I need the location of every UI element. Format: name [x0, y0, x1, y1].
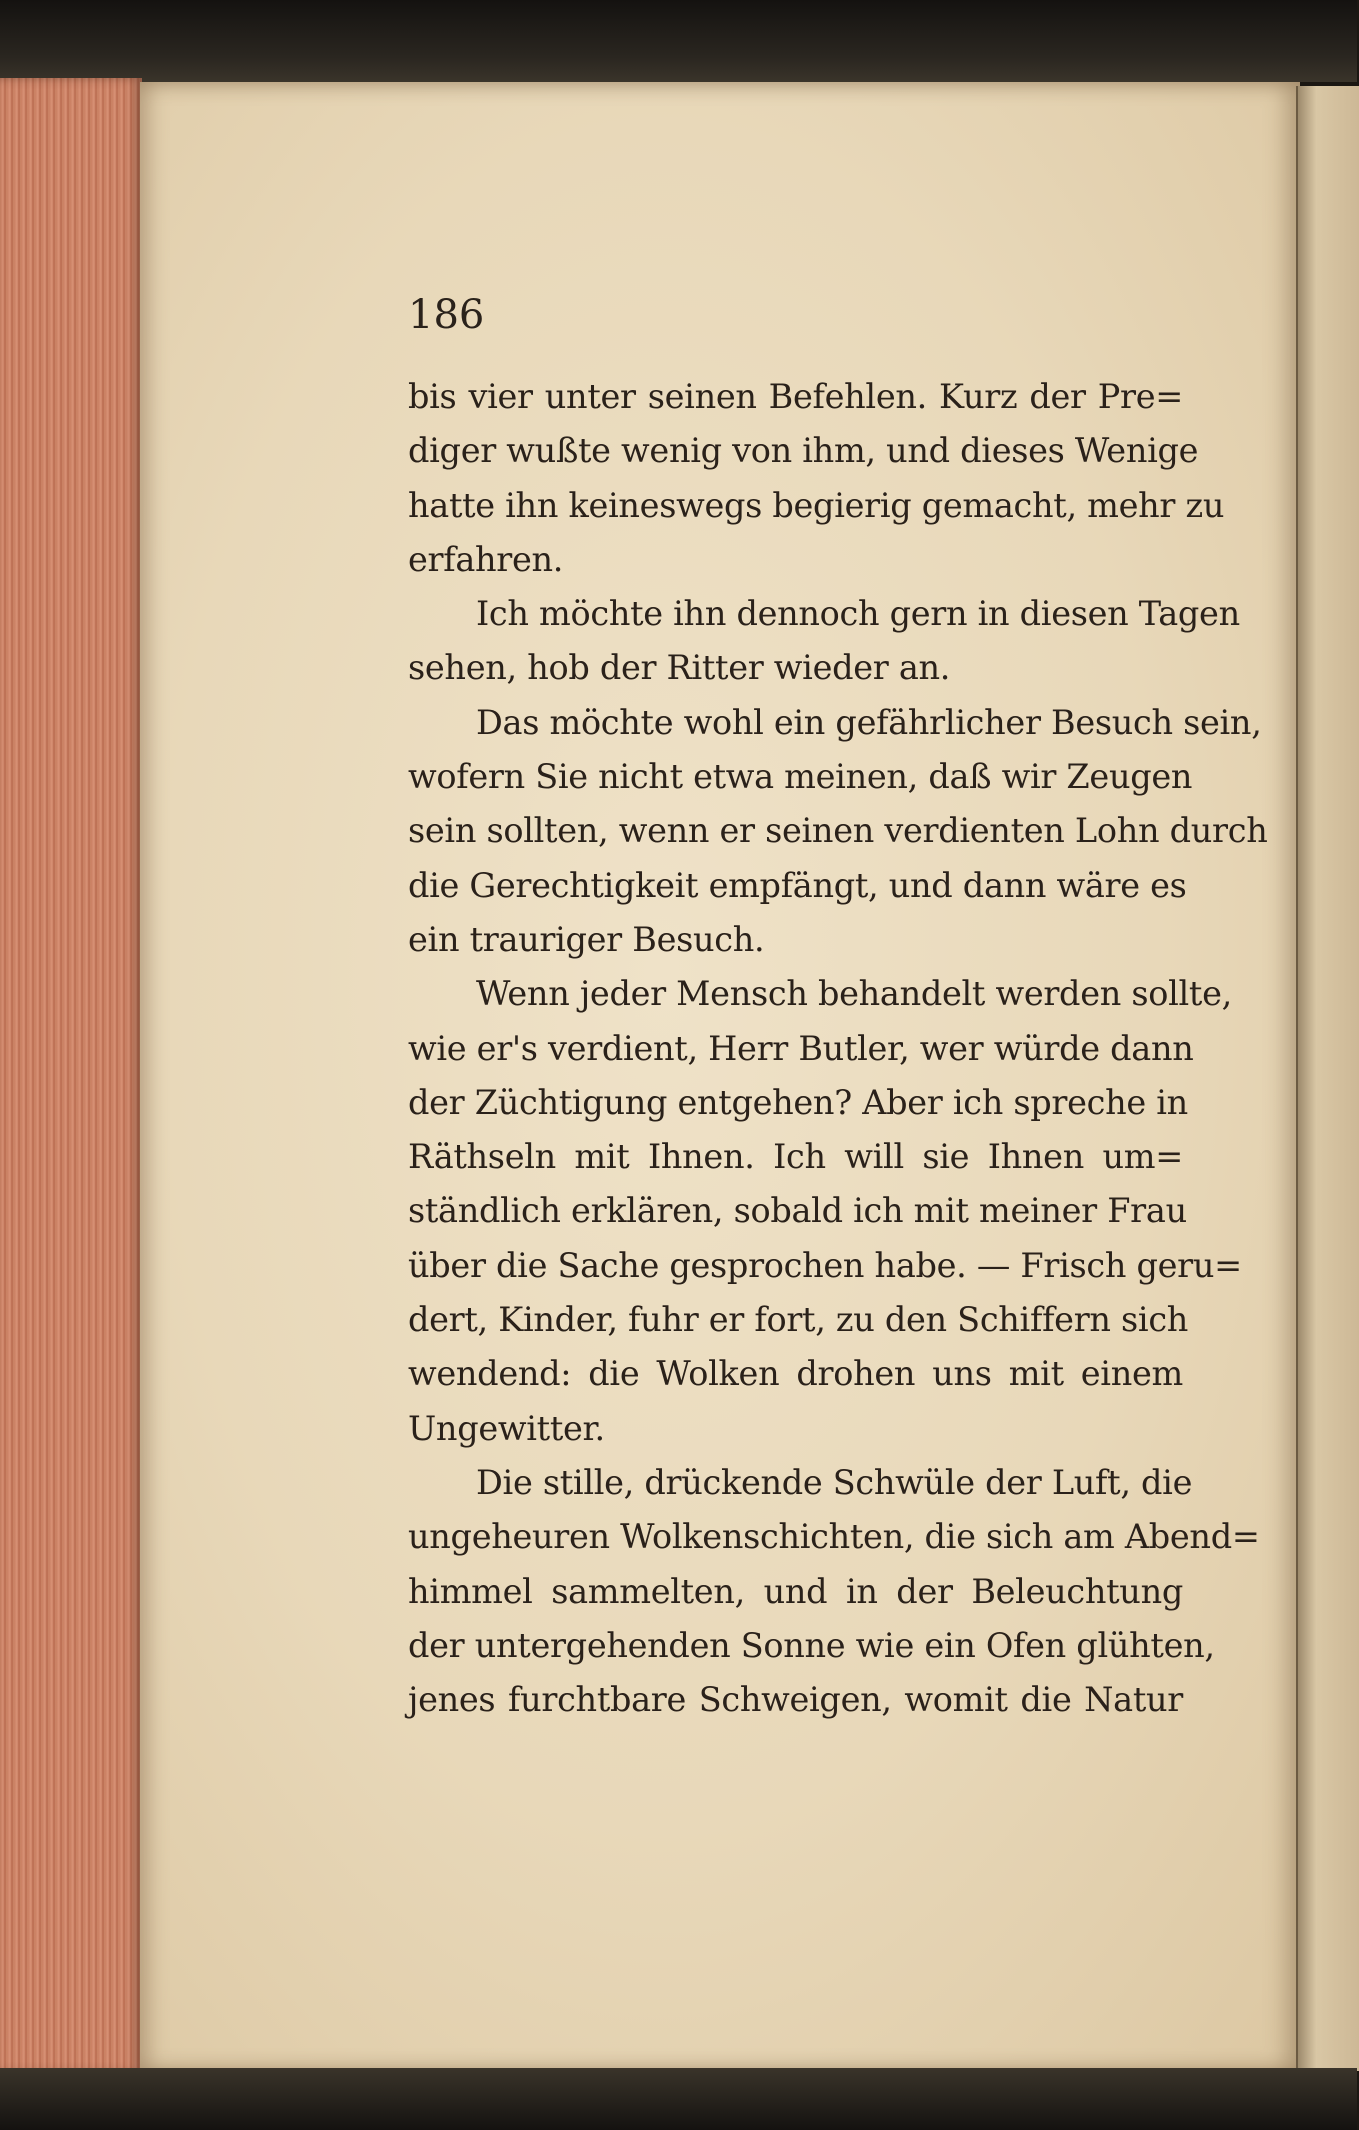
book-cover-bottom: [0, 2068, 1357, 2130]
page-number: 186: [408, 292, 485, 338]
page-edges: [0, 78, 142, 2073]
text-line: Ungewitter.: [408, 1408, 605, 1448]
next-page-edge: [1296, 86, 1359, 2071]
text-line: wendend: die Wolken drohen uns mit einem: [408, 1354, 1183, 1394]
text-line: ungeheuren Wolkenschichten, die sich am Abend=: [408, 1517, 1260, 1557]
text-line: sehen, hob der Ritter wieder an.: [408, 648, 951, 688]
text-line: Wenn jeder Mensch behandelt werden sollte,: [476, 974, 1232, 1014]
text-line: erfahren.: [408, 539, 564, 579]
text-line: himmel sammelten, und in der Beleuchtung: [408, 1571, 1183, 1611]
text-line: der untergehenden Sonne wie ein Ofen glühten,: [408, 1625, 1215, 1665]
text-line: die Gerechtigkeit empfängt, und dann wäre es: [408, 865, 1187, 905]
body-text: [408, 370, 1268, 1727]
text-line: wie er's verdient, Herr Butler, wer würde dann: [408, 1028, 1194, 1068]
text-line: Das möchte wohl ein gefährlicher Besuch sein,: [476, 702, 1262, 742]
text-line: der Züchtigung entgehen? Aber ich spreche in: [408, 1082, 1188, 1122]
text-line: dert, Kinder, fuhr er fort, zu den Schiffern sich: [408, 1300, 1189, 1340]
text-line: wofern Sie nicht etwa meinen, daß wir Zeugen: [408, 757, 1193, 797]
text-line: Die stille, drückende Schwüle der Luft, die: [476, 1462, 1193, 1502]
text-line: hatte ihn keineswegs begierig gemacht, mehr zu: [408, 485, 1225, 525]
book-cover-top: [0, 0, 1357, 82]
text-line: jenes furchtbare Schweigen, womit die Natur: [408, 1680, 1183, 1720]
text-line: sein sollten, wenn er seinen verdienten Lohn durch: [408, 811, 1268, 851]
text-line: diger wußte wenig von ihm, und dieses Wenige: [408, 431, 1199, 471]
text-line: ständlich erklären, sobald ich mit meiner Frau: [408, 1191, 1187, 1231]
text-line: ein trauriger Besuch.: [408, 919, 765, 959]
text-line: bis vier unter seinen Befehlen. Kurz der Pre=: [408, 377, 1183, 416]
text-line: Räthseln mit Ihnen. Ich will sie Ihnen um=: [408, 1137, 1183, 1177]
text-line: über die Sache gesprochen habe. — Frisch geru=: [408, 1245, 1242, 1285]
text-line: Ich möchte ihn dennoch gern in diesen Tagen: [476, 594, 1240, 634]
